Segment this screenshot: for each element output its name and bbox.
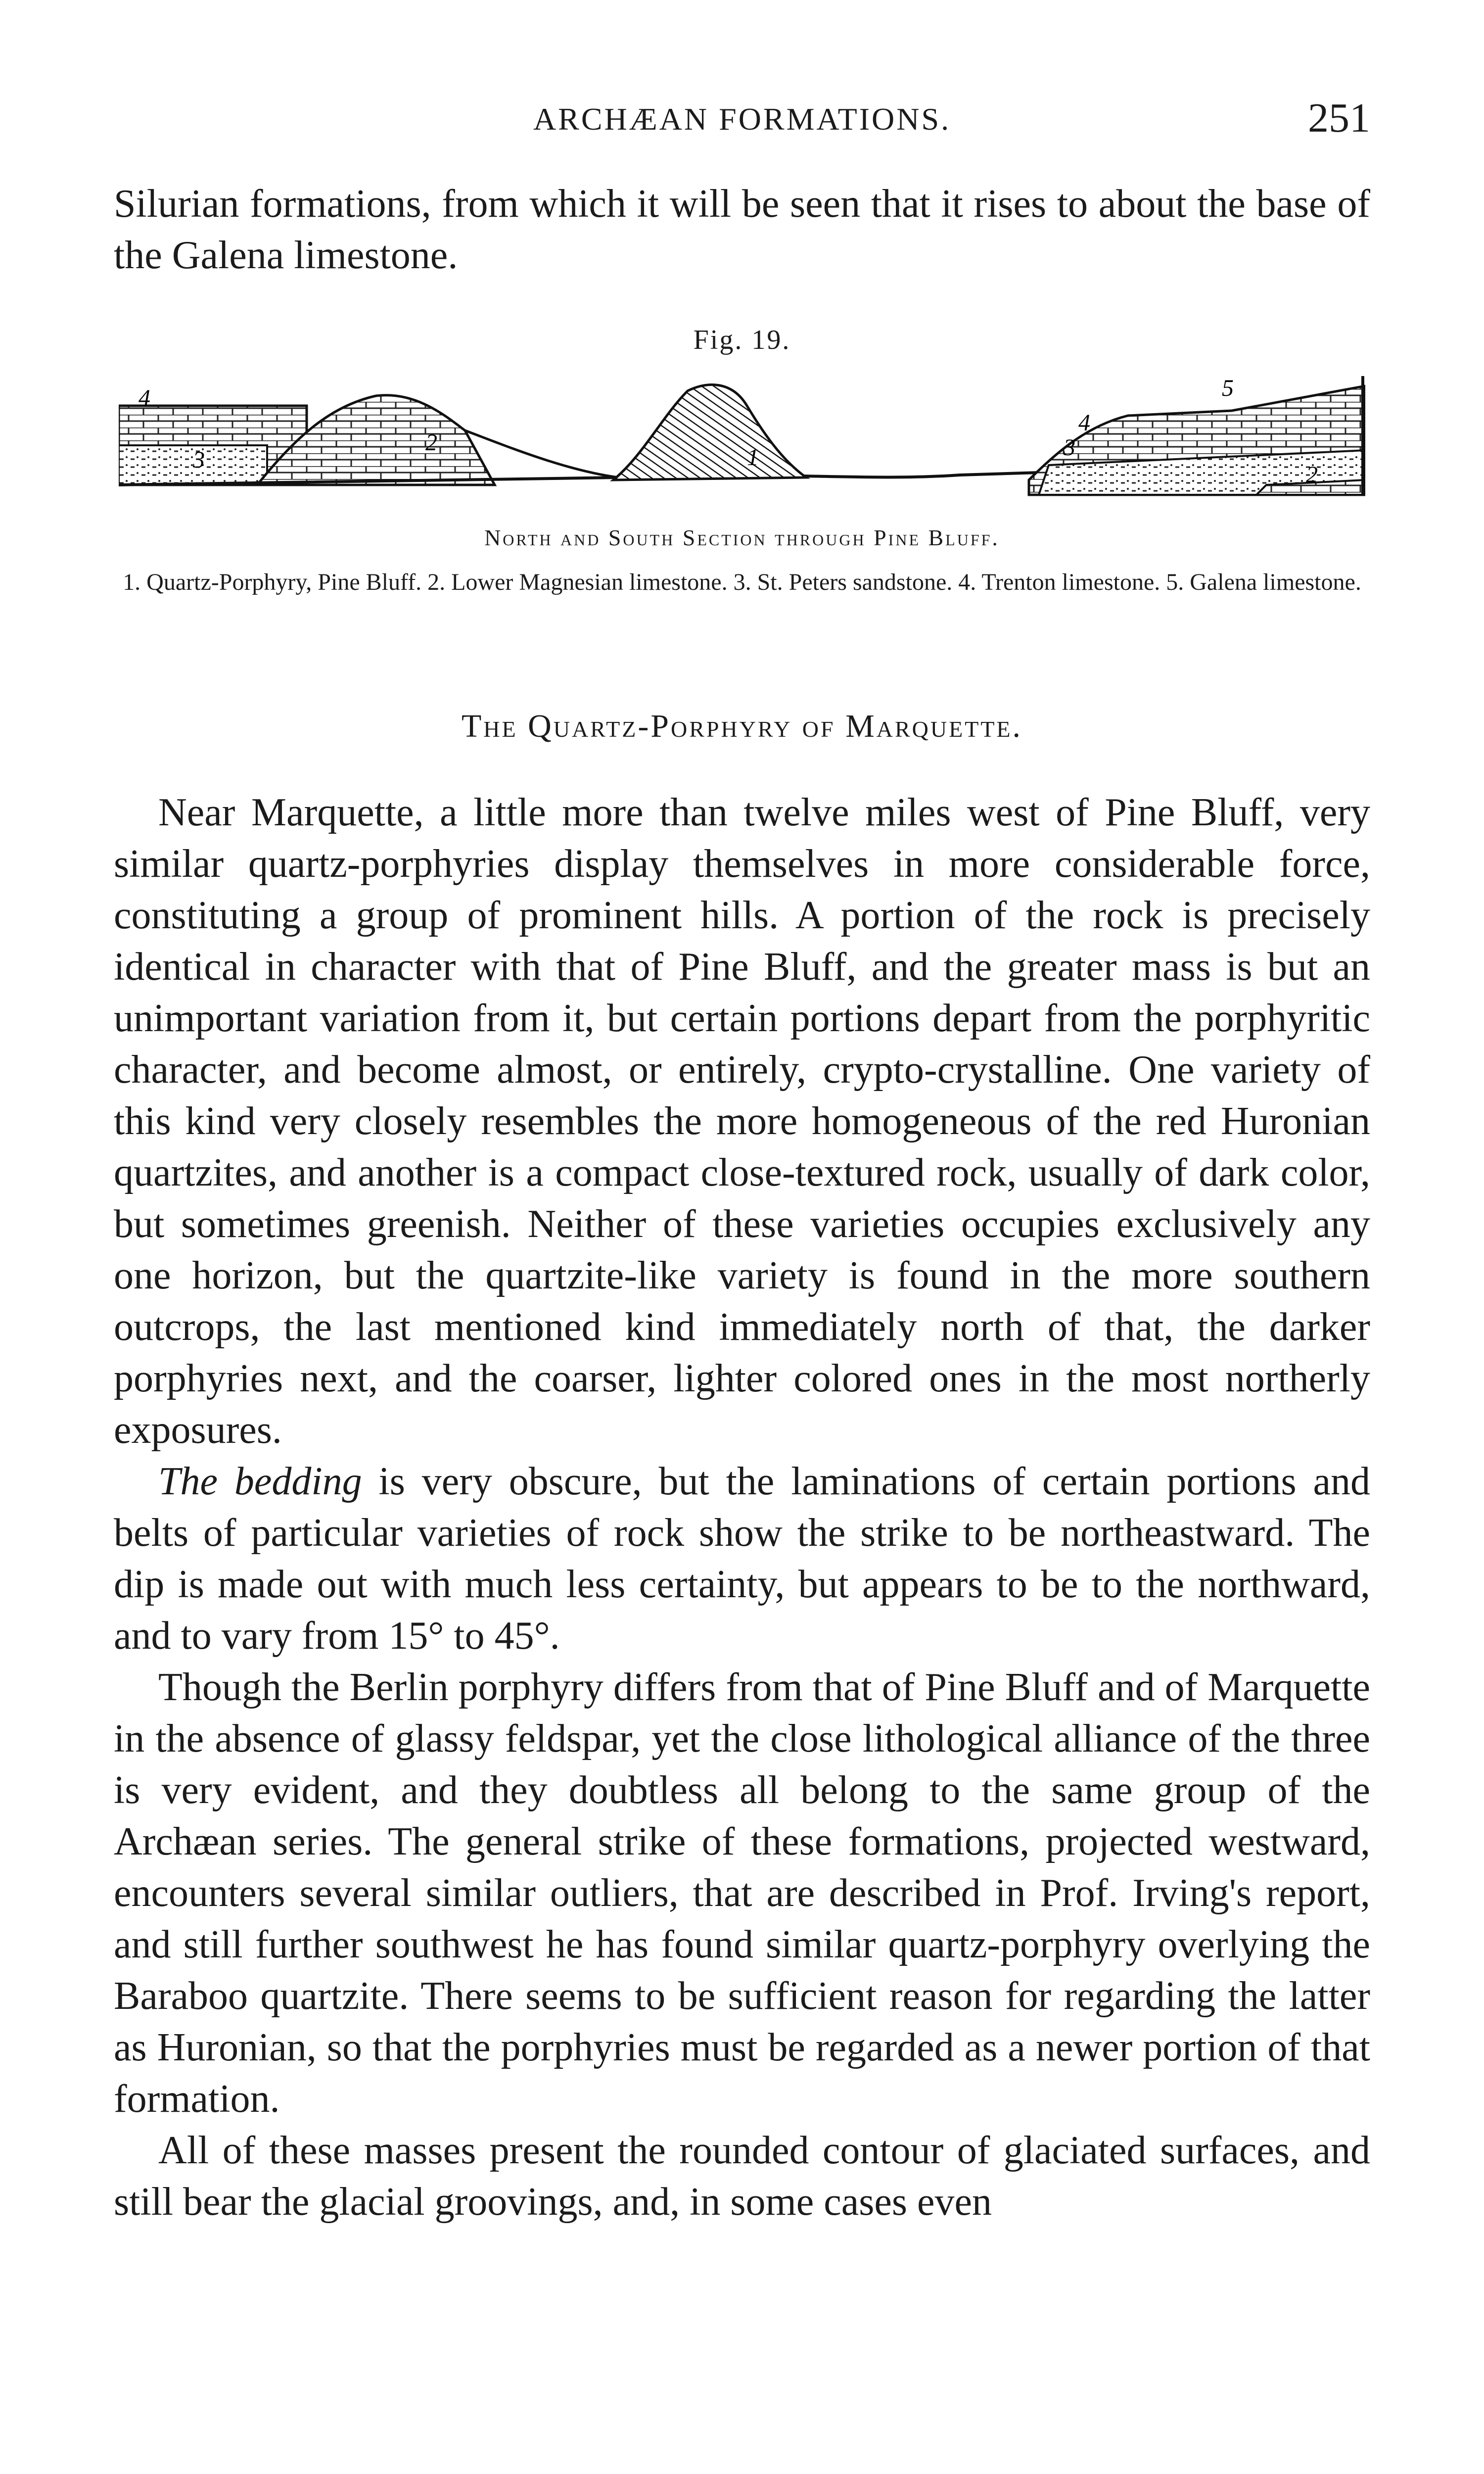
page-number: 251 [1308, 95, 1370, 141]
figure-label: Fig. 19. [693, 325, 791, 355]
figure-mark-2-left: 2 [425, 429, 437, 456]
figure-mark-1: 1 [747, 444, 759, 471]
paragraph-2-italic: The bedding [158, 1460, 362, 1503]
running-head [114, 94, 1370, 148]
paragraph-4: All of these masses present the rounded contour of glaciated surfaces, and still bear the glacial groovings, and, in some cases even [114, 2129, 1370, 2224]
figure-mark-4-left: 4 [139, 385, 150, 411]
paragraph-2-text: is very obscure, but the laminations of certain portions and belts of particular varieties of rock show the strike to be northeastward. The dip is made out with much less certainty, but appears to be to the northward, and to vary from 15° to 45°. [114, 1460, 1371, 1658]
figure-caption-title: North and South Section through Pine Bluff. [484, 525, 1000, 550]
porphyry-knob [613, 385, 806, 480]
figure-caption-text: 1. Quartz-Porphyry, Pine Bluff. 2. Lower Magnesian limestone. 3. St. Peters sandstone. 4. Trenton limestone. 5. Galena limestone. [123, 569, 1361, 595]
section-heading: The Quartz-Porphyry of Marquette. [461, 708, 1023, 744]
figure-mark-3-right: 3 [1064, 434, 1075, 461]
figure-mark-3-left: 3 [193, 447, 205, 473]
intro-paragraph: Silurian formations, from which it will be seen that it rises to about the base of the Galena limestone. [114, 182, 1370, 277]
figure-mark-4-right: 4 [1078, 410, 1090, 436]
paragraph-2 [114, 1456, 1370, 1662]
figure-mark-5: 5 [1222, 376, 1234, 401]
paragraph-1: Near Marquette, a little more than twelve miles west of Pine Bluff, very similar quartz-porphyries display themselves in more considerable force, constituting a group of prominent hills. A portion of the rock is precisely identical in character with that of Pine Bluff, and the greater mass is but an unimportant variation from it, but certain portions depart from the porphyritic character, and become almost, or entirely, crypto-crystalline. One variety of this kind very closely resembles the more homogeneous of the red Huronian quartzites, and another is a compact close-textured rock, usually of dark color, but sometimes greenish. Neither of these varieties occupies exclusively any one horizon, but the quartzite-like variety is found in the more southern outcrops, the last mentioned kind immediately north of that, the darker porphyries next, and the coarser, lighter colored ones in the most northerly exposures. [114, 791, 1370, 1452]
figure-mark-2-right: 2 [1306, 462, 1318, 488]
running-title: ARCHÆAN FORMATIONS. [533, 101, 951, 137]
section-body [114, 787, 1370, 2228]
paragraph-3: Though the Berlin porphyry differs from that of Pine Bluff and of Marquette in the absence of glassy feldspar, yet the close lithological alliance of the three is very evident, and they doubtless all belong to the same group of the Archæan series. The general strike of these formations, projected westward, encounters several similar outliers, that are described in Prof. Irving's report, and still further southwest he has found similar quartz-porphyry overlying the Baraboo quartzite. There seems to be sufficient reason for regarding the latter as Huronian, so that the porphyries must be regarded as a newer portion of that formation. [114, 1665, 1370, 2121]
geologic-section-figure [119, 376, 1365, 524]
